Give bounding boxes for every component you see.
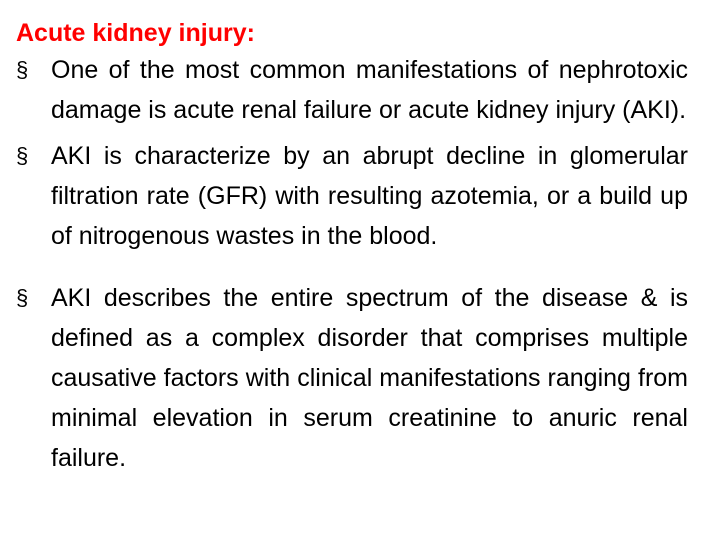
square-bullet-icon: § bbox=[16, 143, 29, 168]
square-bullet-icon: § bbox=[16, 57, 29, 82]
bullet-item bbox=[16, 136, 688, 256]
square-bullet-icon: § bbox=[16, 285, 29, 310]
bullet-item bbox=[16, 50, 688, 130]
bullet-text: AKI is characterize by an abrupt decline in glomerular filtration rate (GFR) with resulting azotemia, or a build up of nitrogenous wastes in the blood. bbox=[51, 142, 688, 250]
bullet-item bbox=[16, 278, 688, 478]
bullet-list bbox=[16, 50, 688, 478]
slide-content bbox=[16, 18, 688, 478]
bullet-text: AKI describes the entire spectrum of the disease & is defined as a complex disorder that comprises multiple causative factors with clinical manifestations ranging from minimal elevation in serum creatinine to anuric renal failure. bbox=[51, 284, 688, 472]
slide-title: Acute kidney injury: bbox=[16, 19, 255, 47]
bullet-text: One of the most common manifestations of nephrotoxic damage is acute renal failure or acute kidney injury (AKI). bbox=[51, 56, 688, 124]
